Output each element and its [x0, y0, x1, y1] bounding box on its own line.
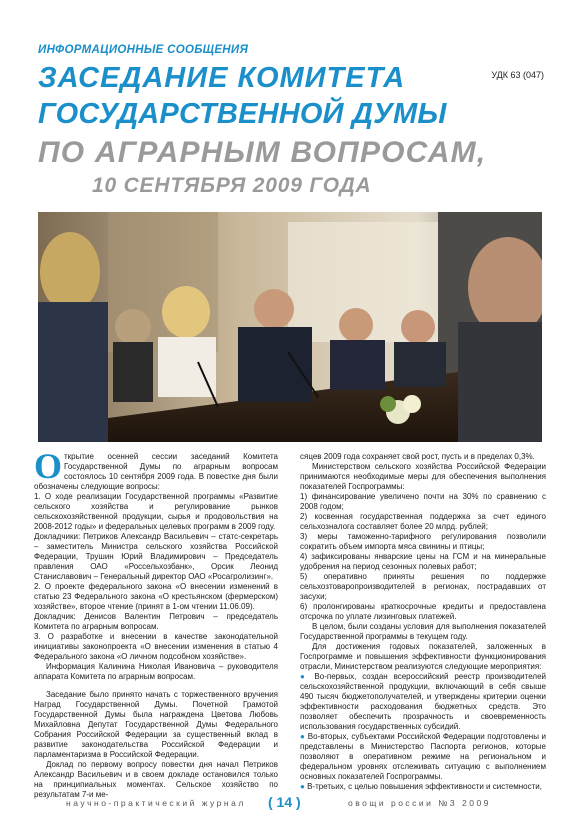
page-footer	[0, 796, 580, 812]
conditions-paragraph: В целом, были созданы условия для выполнения показателей Государственной программы в текущем году.	[300, 622, 546, 641]
meeting-photo	[38, 212, 542, 442]
agenda-item-3: 3. О разработке и внесении в качестве законодательной инициативы законопроекта «О внесении изменения в статью 4 Федерального закона «О личном подсобном хозяйстве».	[34, 632, 278, 661]
bullet-item: ● Во-первых, создан всероссийский реестр производителей сельскохозяйственной продукции, включающий в себя свыше 490 тысяч бюджетополучателей, и утверждены критерии оценки эффективности расходования бюджетных средств. Это позволяет обеспечить прозрачность и своевременность использования государственных субсидий.	[300, 672, 546, 731]
speakers-1: Докладчики: Петриков Александр Васильевич – статс-секретарь – заместитель Министра сельского хозяйства Российской Федерации, Трушин Юрий Владимирович – Председатель правления ОАО «Россельхозбанк», Орсик Леонид Станиславович – Генеральный директор ОАО «Росагролизинг».	[34, 532, 278, 581]
measure-item: 2) косвенная государственная поддержка за счет единого сельхозналога составляет более 20 млрд. рублей;	[300, 512, 546, 531]
measure-item: 5) оперативно приняты решения по поддержке сельхозтоваропроизводителей в регионах, пострадавших от засухи;	[300, 572, 546, 601]
intro-paragraph: Открытие осенней сессии заседаний Комитета Государственной Думы по аграрным вопросам состоялось 10 сентября 2009 года. В повестке дня были обозначены следующие вопросы:	[34, 446, 278, 491]
info-3: Информация Калинина Николая Ивановича – руководителя аппарата Комитета по аграрным вопросам.	[34, 662, 278, 681]
agenda-item-1: 1. О ходе реализации Государственной программы «Развитие сельского хозяйства и регулирование рынков сельскохозяйственной продукции, сырья и продовольствия на 2008-2012 годы» и федеральных целевых программ в 2009 году.	[34, 492, 278, 531]
title-line-1: ЗАСЕДАНИЕ КОМИТЕТА	[38, 62, 406, 94]
footer-journal: научно-практический журнал	[66, 798, 246, 808]
measure-item: 3) меры таможенно-тарифного регулирования позволили сократить объем импорта мяса свинины и птицы;	[300, 532, 546, 551]
continuation-paragraph: сяцев 2009 года сохраняет свой рост, пусть и в пределах 0,3%.	[300, 452, 535, 461]
measure-item: 6) пролонгированы краткосрочные кредиты и предоставлена отсрочка по уплате лизинговых платежей.	[300, 602, 546, 621]
bullet-icon: ●	[300, 732, 308, 741]
bullet-icon: ●	[300, 672, 315, 681]
title-line-4: 10 СЕНТЯБРЯ 2009 ГОДА	[92, 174, 372, 197]
goals-paragraph: Для достижения годовых показателей, заложенных в Госпрограмме и повышения эффективности функционирования отрасли, Министерством реализуются следующие мероприятия:	[300, 642, 546, 671]
left-column	[34, 446, 278, 800]
right-column	[300, 452, 546, 792]
measure-item: 1) финансирование увеличено почти на 30% по сравнению с 2008 годом;	[300, 492, 546, 511]
awards-paragraph: Заседание было принято начать с торжественного вручения Наград Государственной Думы. Почетной Грамотой Государственной Думы была награждена Цветова Любовь Михайловна Депутат Государственной Думы Федерального Собрания Российской Федерации за существенный вклад в развитие законодательства Российской Федерации и парламентаризма в Российской Федерации.	[34, 690, 278, 759]
drop-cap: О	[34, 446, 63, 486]
footer-issue: овощи россии №3 2009	[348, 798, 491, 808]
bullet-item: ● В-третьих, с целью повышения эффективности и системности,	[300, 782, 542, 791]
title-line-3: ПО АГРАРНЫМ ВОПРОСАМ,	[38, 136, 487, 169]
udk-code: УДК 63 (047)	[491, 70, 544, 80]
agenda-item-2: 2. О проекте федерального закона «О внесении изменений в статью 23 Федерального закона «О крестьянском (фермерском) хозяйстве», второе чтение (принят в 1-ом чтении 11.06.09).	[34, 582, 278, 611]
measure-item: 4) зафиксированы январские цены на ГСМ и на минеральные удобрения на период сезонных полевых работ;	[300, 552, 546, 571]
bullet-item: ● Во-вторых, субъектами Российской Федерации подготовлены и представлены в Министерство Паспорта регионов, которые позволяют в оперативном режиме на региональном и федеральном уровнях отслеживать ситуацию с выполнением основных показателей Госпрограммы.	[300, 732, 546, 781]
title-line-2: ГОСУДАРСТВЕННОЙ ДУМЫ	[38, 98, 447, 130]
speaker-2: Докладчик: Денисов Валентин Петрович – председатель Комитета по аграрным вопросам.	[34, 612, 278, 631]
section-label: ИНФОРМАЦИОННЫЕ СООБЩЕНИЯ	[38, 44, 249, 56]
ministry-paragraph: Министерством сельского хозяйства Российской Федерации принимаются необходимые меры для обеспечения выполнения показателей Госпрограммы:	[300, 462, 546, 491]
bullet-icon: ●	[300, 782, 308, 791]
page-number: ( 14 )	[268, 794, 301, 810]
report-paragraph: Доклад по первому вопросу повестки дня начал Петриков Александр Васильевич и в своем докладе остановился только на принципиальных моментах. Сельское хозяйство по результатам 7-и ме-	[34, 760, 278, 799]
